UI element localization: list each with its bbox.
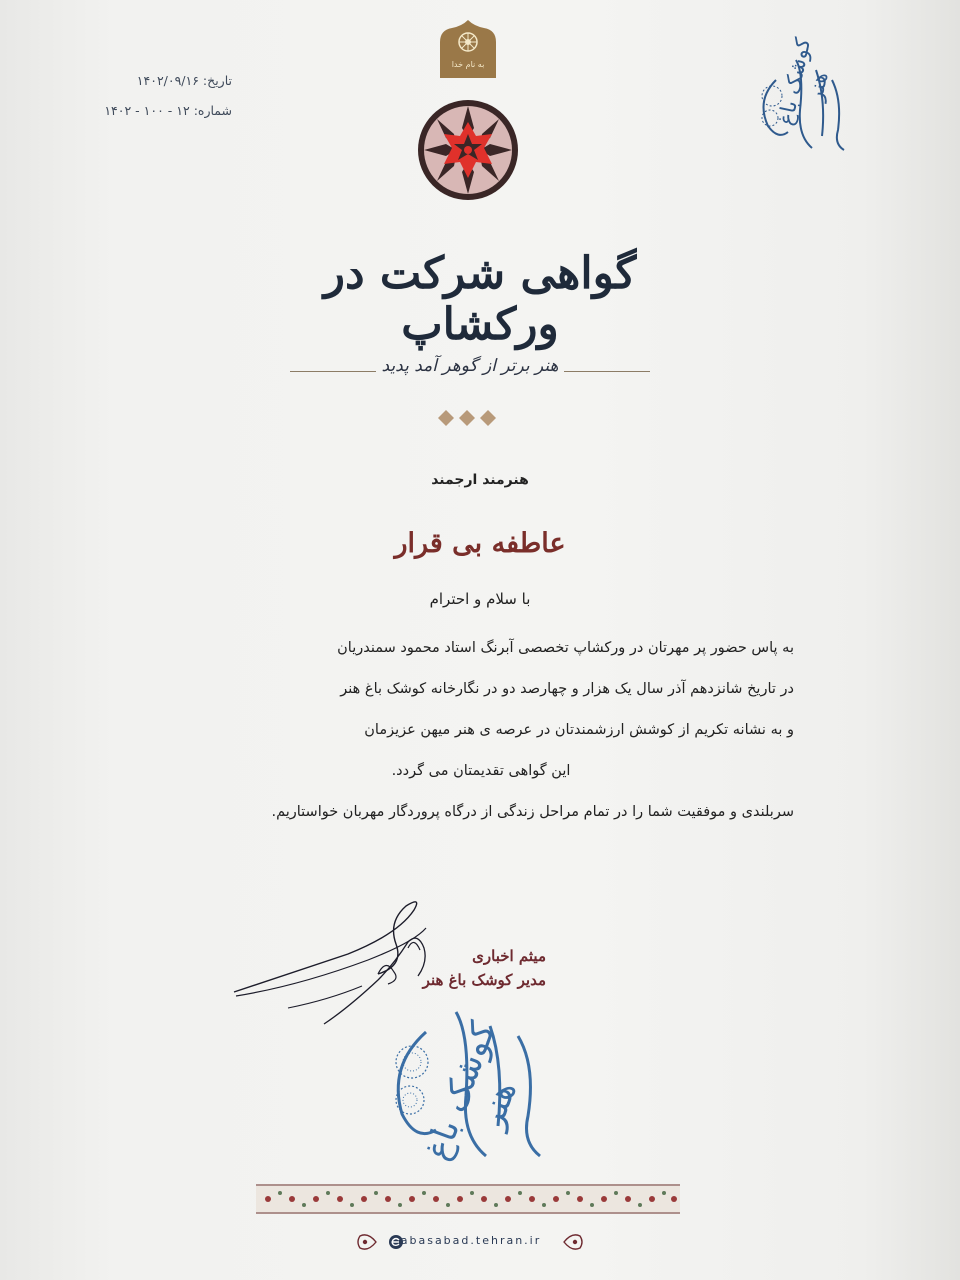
signer-block (396, 944, 546, 992)
recipient-name: عاطفه بی قرار (394, 528, 566, 559)
koushk-logo-top-text: کوشک باغ هنر (773, 35, 833, 128)
document-meta (92, 66, 232, 126)
certificate-title: گواهی شرکت در ورکشاپ (323, 248, 637, 350)
footer-ornament-right-icon (562, 1230, 584, 1254)
body-line-1: به پاس حضور پر مهرتان در ورکشاپ تخصصی آبرنگ استاد محمود سمندریان (337, 640, 794, 656)
recipient-greeting: هنرمند ارجمند (431, 472, 529, 488)
body-line-3: و به نشانه تکریم از کوشش ارزشمندتان در عرصه ی هنر میهن عزیزمان (364, 722, 794, 738)
document-number: شماره: ۱۲ - ۱۰۰ - ۱۴۰۲ (104, 103, 232, 118)
body-line-4: این گواهی تقدیمتان می گردد. (391, 763, 571, 779)
invocation-badge-icon (436, 20, 500, 78)
body-line-2: در تاریخ شانزدهم آذر سال یک هزار و چهارصد دو در نگارخانه کوشک باغ هنر (340, 681, 794, 697)
certificate-body (168, 628, 794, 833)
motto-divider-right (564, 371, 650, 372)
document-date: تاریخ: ۱۴۰۲/۰۹/۱۶ (136, 73, 232, 88)
footer-website[interactable]: abasabad.tehran.ir (400, 1234, 542, 1247)
motto-row (290, 356, 650, 386)
ornament-dots-icon (432, 406, 502, 430)
footer (356, 1228, 584, 1256)
motto-divider-left (290, 371, 376, 372)
footer-ornament-left-icon (356, 1230, 378, 1254)
certificate-motto: هنر برتر از گوهر آمد پدید (381, 356, 559, 376)
rosette-emblem-icon (416, 98, 520, 202)
signer-name: میثم اخباری (472, 947, 546, 965)
decorative-border-band-icon (256, 1184, 680, 1214)
salutation: با سلام و احترام (429, 590, 531, 608)
body-line-5: سربلندی و موفقیت شما را در تمام مراحل زندگی از درگاه پروردگار مهربان خواستاریم. (271, 804, 794, 820)
koushk-logo-bottom-text: کوشک باغ هنر (416, 1016, 525, 1166)
invocation-text: به نام خدا (451, 60, 485, 69)
signer-role: مدیر کوشک باغ هنر (422, 971, 546, 989)
